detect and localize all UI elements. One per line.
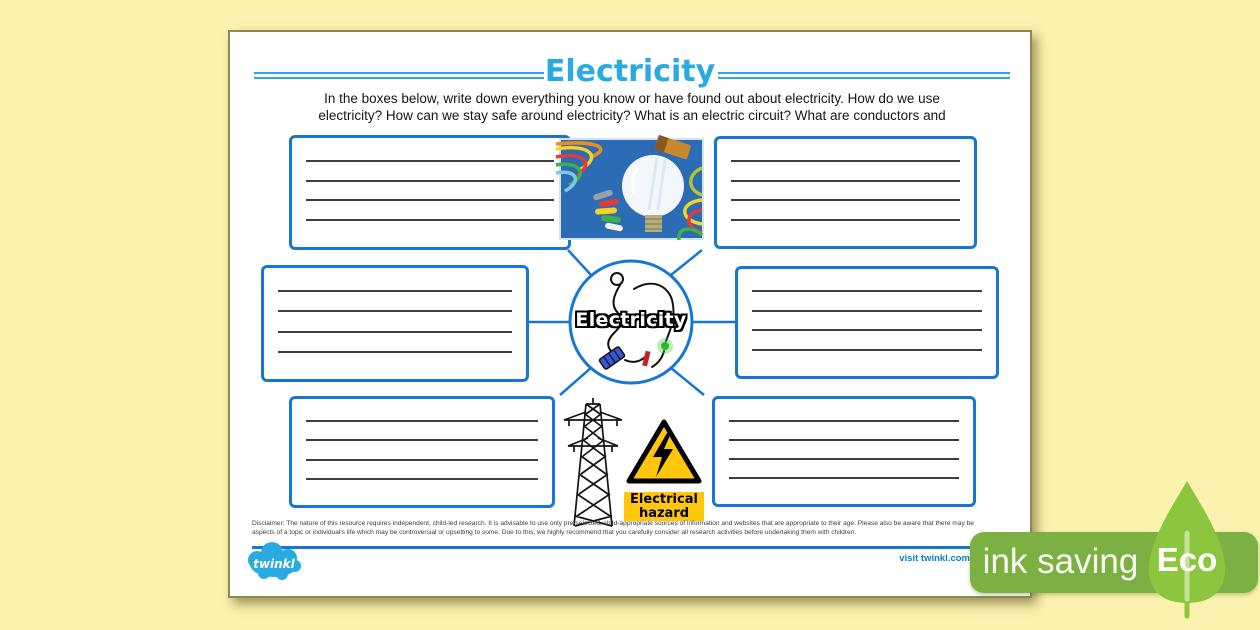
circuit-illustration <box>570 261 692 383</box>
mindmap-box-bottom-right <box>712 396 976 507</box>
electricity-pylon-icon <box>560 398 626 512</box>
footer-divider <box>252 546 1010 549</box>
mindmap-box-middle-right <box>735 266 999 379</box>
ink-saving-label: ink saving <box>982 542 1139 581</box>
mindmap-box-bottom-left <box>289 396 555 508</box>
visit-twinkl-link[interactable]: visit twinkl.com <box>899 553 970 564</box>
intro-line-1: In the boxes below, write down everything you know or have found out about electricity. How do we use <box>324 91 940 106</box>
lightbulb-photo <box>559 138 704 240</box>
svg-text:twinkl: twinkl <box>253 557 295 571</box>
twinkl-logo <box>244 542 306 586</box>
eco-label: Eco <box>1156 541 1218 578</box>
electrical-hazard-icon <box>624 419 704 521</box>
intro-text <box>282 91 982 124</box>
mindmap-box-middle-left <box>261 265 529 382</box>
center-node-label: Electricity <box>575 309 687 331</box>
mindmap-box-top-left <box>289 135 571 250</box>
page-title: Electricity <box>544 54 716 89</box>
mindmap-box-top-right <box>714 136 977 249</box>
intro-line-2: electricity? How can we stay safe around electricity? What is an electric circuit? What are conductors and <box>318 107 946 123</box>
worksheet-page <box>228 30 1032 598</box>
hazard-label: Electrical hazard <box>624 492 704 521</box>
disclaimer-text: Disclaimer: The nature of this resource requires independent, child-led research. It is advisable to use only pre-selected, child-appropriate sources of information and websites that are appropriate to their age. Please also be aware that there may be aspects of a topic or individual's life which may be controversial or upsetting to some. Due to this, we highly recommend that you carefully consider all research activities before undertaking them with children. <box>252 520 974 536</box>
